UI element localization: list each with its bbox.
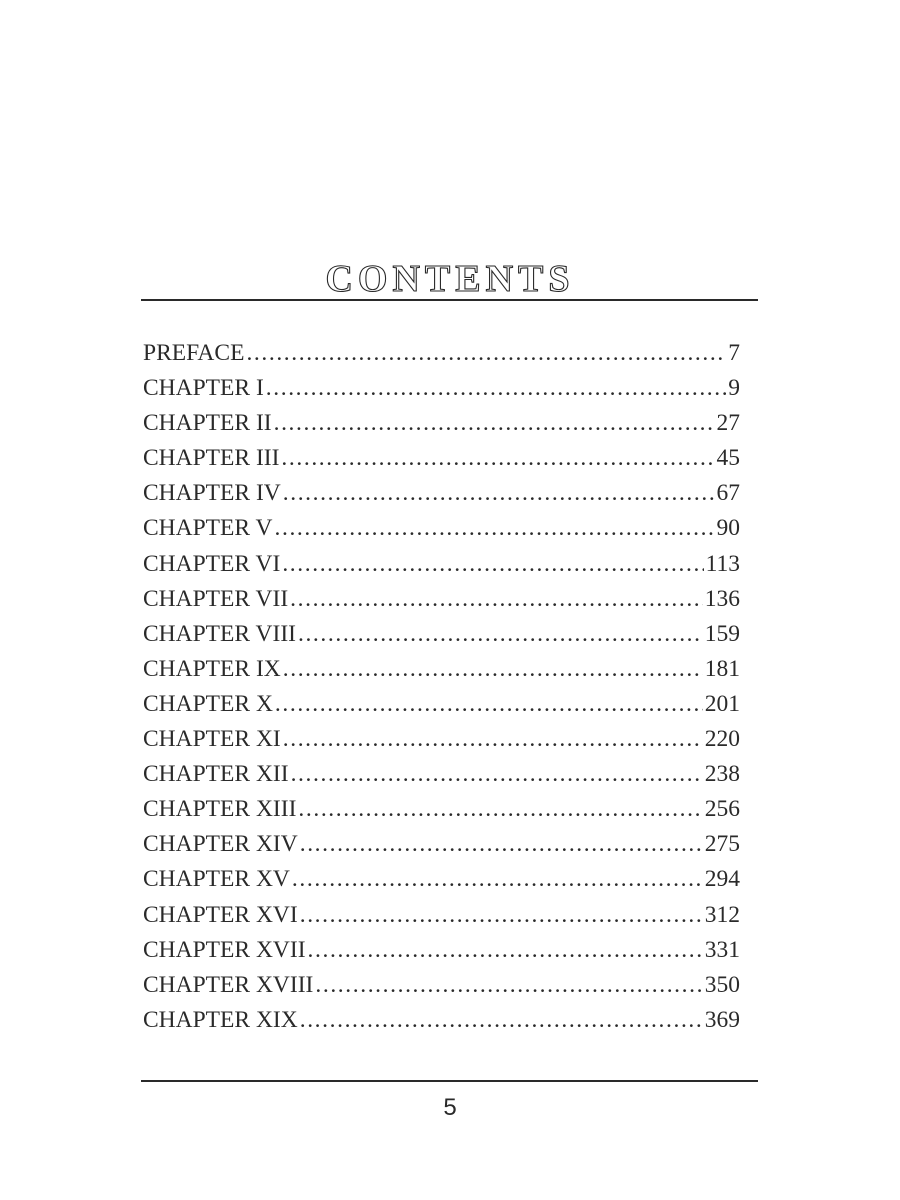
toc-entry-chapter-4[interactable] <box>143 476 740 511</box>
toc-entry-page: 350 <box>704 971 740 998</box>
toc-entry-chapter-12[interactable] <box>143 757 740 792</box>
toc-entry-label: CHAPTER XIV <box>143 831 298 858</box>
toc-entry-label: CHAPTER III <box>143 445 280 472</box>
dot-leader <box>298 792 702 827</box>
dot-leader <box>298 617 703 652</box>
toc-entry-page: 113 <box>705 550 740 577</box>
toc-entry-page: 331 <box>704 936 740 963</box>
dot-leader <box>283 476 715 511</box>
toc-entry-chapter-17[interactable] <box>143 933 740 968</box>
toc-entry-label: CHAPTER XVII <box>143 936 306 963</box>
toc-entry-page: 238 <box>704 761 740 788</box>
toc-entry-chapter-1[interactable] <box>143 371 740 406</box>
dot-leader <box>266 371 726 406</box>
dot-leader <box>275 687 703 722</box>
toc-entry-label: CHAPTER XVI <box>143 901 298 928</box>
toc-entry-label: CHAPTER IX <box>143 655 281 682</box>
toc-entry-chapter-7[interactable] <box>143 582 740 617</box>
dot-leader <box>292 862 703 897</box>
dot-leader <box>291 757 703 792</box>
dot-leader <box>290 582 703 617</box>
toc-entry-page: 136 <box>704 585 740 612</box>
toc-entry-page: 275 <box>704 831 740 858</box>
toc-entry-chapter-6[interactable] <box>143 547 740 582</box>
dot-leader <box>315 968 702 1003</box>
dot-leader <box>300 898 703 933</box>
toc-entry-label: CHAPTER VII <box>143 585 289 612</box>
toc-entry-label: CHAPTER I <box>143 375 264 402</box>
toc-entry-page: 67 <box>716 480 740 507</box>
toc-entry-page: 220 <box>704 726 740 753</box>
toc-entry-label: CHAPTER XIII <box>143 796 297 823</box>
dot-leader <box>308 933 703 968</box>
toc-entry-chapter-9[interactable] <box>143 652 740 687</box>
toc-entry-chapter-19[interactable] <box>143 1003 740 1038</box>
toc-entry-label: CHAPTER XIX <box>143 1006 298 1033</box>
toc-entry-page: 256 <box>704 796 740 823</box>
dot-leader <box>300 827 703 862</box>
dot-leader <box>281 441 714 476</box>
toc-entry-label: CHAPTER IV <box>143 480 281 507</box>
dot-leader <box>300 1003 703 1038</box>
top-divider <box>141 299 758 301</box>
toc-entry-label: CHAPTER X <box>143 690 273 717</box>
toc-entry-page: 27 <box>716 410 740 437</box>
dot-leader <box>246 336 726 371</box>
toc-entry-chapter-2[interactable] <box>143 406 740 441</box>
toc-entry-label: CHAPTER XVIII <box>143 971 314 998</box>
toc-entry-page: 9 <box>728 375 740 402</box>
toc-entry-page: 312 <box>704 901 740 928</box>
toc-entry-chapter-15[interactable] <box>143 862 740 897</box>
toc-entry-page: 294 <box>704 866 740 893</box>
toc-entry-label: CHAPTER XI <box>143 726 281 753</box>
toc-entry-chapter-3[interactable] <box>143 441 740 476</box>
dot-leader <box>283 722 703 757</box>
toc-entry-label: CHAPTER XV <box>143 866 290 893</box>
toc-entry-page: 7 <box>728 340 740 366</box>
dot-leader <box>283 652 703 687</box>
page-number: 5 <box>443 1094 457 1121</box>
toc-entry-label: PREFACE <box>143 340 245 366</box>
toc-entry-page: 90 <box>716 515 740 542</box>
toc-entry-page: 201 <box>704 690 740 717</box>
table-of-contents <box>143 336 740 1038</box>
toc-entry-chapter-18[interactable] <box>143 968 740 1003</box>
toc-entry-label: CHAPTER VIII <box>143 620 296 647</box>
toc-entry-chapter-11[interactable] <box>143 722 740 757</box>
toc-entry-label: CHAPTER V <box>143 515 273 542</box>
dot-leader <box>274 406 715 441</box>
bottom-divider <box>141 1080 758 1082</box>
dot-leader <box>275 511 715 546</box>
toc-entry-label: CHAPTER VI <box>143 550 281 577</box>
toc-entry-chapter-16[interactable] <box>143 898 740 933</box>
toc-entry-page: 369 <box>704 1006 740 1033</box>
toc-entry-chapter-5[interactable] <box>143 511 740 546</box>
toc-entry-chapter-10[interactable] <box>143 687 740 722</box>
toc-entry-chapter-13[interactable] <box>143 792 740 827</box>
toc-entry-label: CHAPTER XII <box>143 761 289 788</box>
dot-leader <box>282 547 703 582</box>
toc-entry-page: 45 <box>716 445 740 472</box>
toc-entry-page: 159 <box>704 620 740 647</box>
toc-entry-label: CHAPTER II <box>143 410 272 437</box>
toc-entry-chapter-14[interactable] <box>143 827 740 862</box>
toc-entry-preface[interactable] <box>143 336 740 371</box>
toc-entry-chapter-8[interactable] <box>143 617 740 652</box>
page-title: CONTENTS <box>325 258 575 301</box>
toc-entry-page: 181 <box>704 655 740 682</box>
